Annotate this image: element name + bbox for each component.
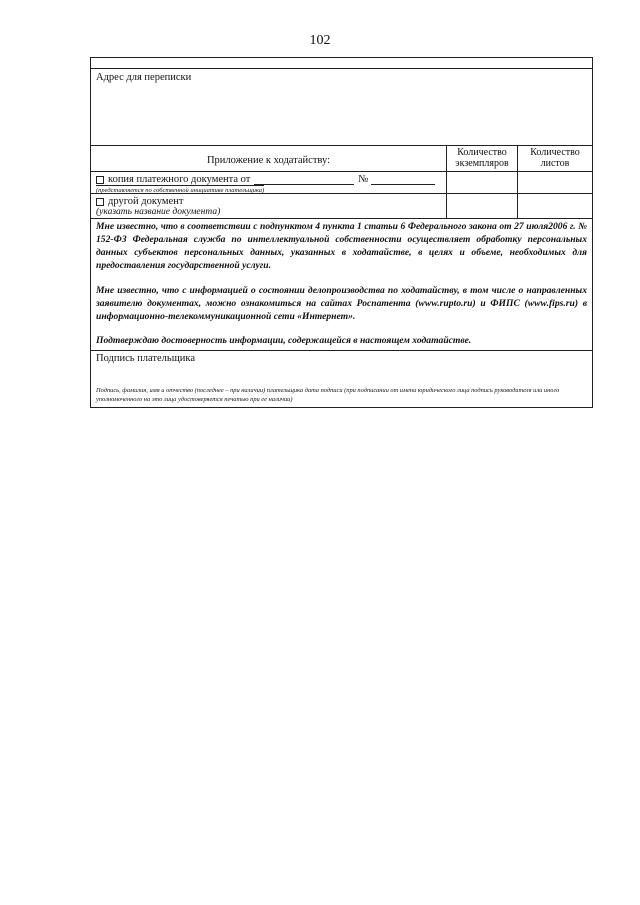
- declaration-section: [91, 219, 592, 351]
- payment-date-field[interactable]: [254, 175, 354, 185]
- form-top-strip: [91, 58, 592, 69]
- other-document-note: (указать название документа): [96, 207, 221, 217]
- payment-copy-row: [91, 172, 592, 194]
- petition-form: [90, 57, 593, 408]
- other-document-label: другой документ: [108, 196, 184, 207]
- other-document-checkbox[interactable]: [96, 198, 104, 206]
- attachments-header-row: [91, 146, 592, 172]
- address-section[interactable]: [91, 69, 592, 146]
- signature-caption: Подпись, фамилия, имя и отчество (последнее – при наличии) плательщика дата подписи (при подписании от имени юридического лица подпись руководителя или иного уполномоченного на это лица удостоверяется печатью при ее наличии): [96, 387, 560, 403]
- payment-copy-sheets-cell[interactable]: [518, 172, 592, 193]
- payment-copy-note: (представляется по собственной инициативе плательщика): [96, 187, 265, 194]
- other-document-row: [91, 194, 592, 219]
- other-document-copies-cell[interactable]: [447, 194, 518, 218]
- copies-column-header: Количество экземпляров: [447, 146, 518, 171]
- attachments-header: Приложение к ходатайству:: [91, 146, 447, 171]
- payment-copy-copies-cell[interactable]: [447, 172, 518, 193]
- case-status-statement: Мне известно, что с информацией о состоянии делопроизводства по ходатайству, в том числе о направленных заявителю документах, можно ознакомиться на сайтах Роспатента (www.rupto.ru) и ФИПС (www.fips.ru) в информационно-телекоммуникационной сети «Интернет».: [96, 285, 587, 322]
- payment-number-field[interactable]: [371, 175, 435, 185]
- page-number: 102: [309, 33, 331, 48]
- payment-copy-checkbox[interactable]: [96, 176, 104, 184]
- sheets-column-header: Количество листов: [530, 147, 580, 169]
- other-document-sheets-cell[interactable]: [518, 194, 592, 218]
- confirmation-statement: Подтверждаю достоверность информации, содержащейся в настоящем ходатайстве.: [96, 335, 472, 346]
- signature-section[interactable]: [91, 351, 592, 407]
- signature-label: Подпись плательщика: [96, 353, 196, 364]
- payment-copy-label: копия платежного документа от: [108, 174, 251, 185]
- number-sign: №: [358, 174, 369, 185]
- personal-data-statement: Мне известно, что в соответствии с подпунктом 4 пункта 1 статьи 6 Федерального закона от 27 июля2006 г. № 152-ФЗ Федеральная служба по интеллектуальной собственности осуществляет обработку персональных данных субъектов персональных данных, указанных в ходатайстве, в целях и объеме, необходимых для предоставления государственной услуги.: [96, 221, 587, 271]
- address-label: Адрес для переписки: [96, 72, 192, 83]
